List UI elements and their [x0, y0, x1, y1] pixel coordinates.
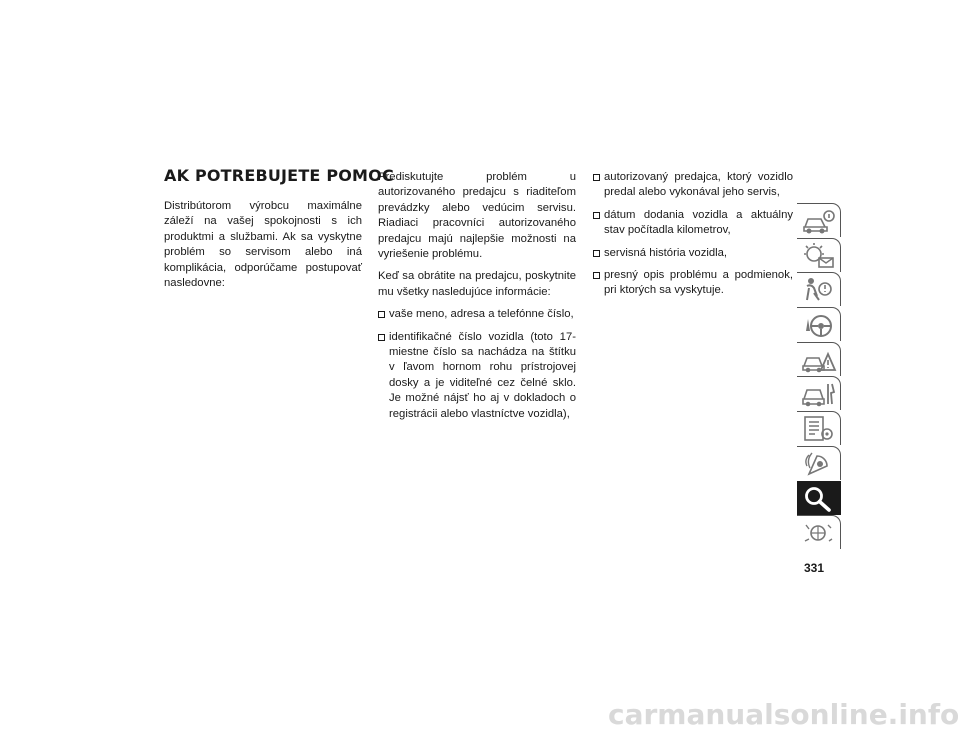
intro-paragraph: Distribútorom výrobcu maximálne záleží na vašej spokojnosti s ich produktmi a službami. Ak sa vyskytne problém so servisom alebo iná komplikácia, odporúčame postupovať nasledovne: — [164, 200, 362, 290]
page-number: 331 — [804, 561, 825, 575]
list-item: autorizovaný predajca, ktorý vozidlo predal alebo vykonával jeho servis, — [593, 170, 793, 201]
section-heading: AK POTREBUJETE POMOC — [164, 166, 394, 185]
column-2 — [378, 170, 576, 429]
tab-specifications[interactable] — [797, 411, 841, 445]
tab-breakdown[interactable] — [797, 342, 841, 376]
car-info-icon — [801, 207, 837, 235]
chapter-tabs — [797, 203, 841, 550]
square-bullet-icon — [378, 311, 385, 318]
warning-lights-icon — [801, 242, 837, 270]
info-list-continued — [593, 170, 793, 299]
languages-icon — [801, 519, 837, 547]
list-item: servisná história vozidla, — [593, 246, 793, 261]
list-item: vaše meno, adresa a telefónne číslo, — [378, 307, 576, 322]
list-item: identifikačné číslo vozidla (toto 17-miestne číslo sa nachádza na štítku v ľavom hornom rohu prístrojovej dosky a je viditeľné cez čelné sklo. Je možné nájsť ho aj v dokladoch o registrácii alebo vlastníctve vozidla), — [378, 330, 576, 422]
tab-airbag-safety[interactable] — [797, 272, 841, 306]
list-item: dátum dodania vozidla a aktuálny stav počítadla kilometrov, — [593, 208, 793, 239]
info-intro-paragraph: Keď sa obrátite na predajcu, poskytnite mu všetky nasledujúce informácie: — [378, 270, 576, 298]
breakdown-triangle-icon — [801, 346, 837, 374]
tab-search-index[interactable] — [797, 481, 841, 515]
car-service-tools-icon — [801, 380, 837, 408]
list-item: presný opis problému a podmienok, pri ktorých sa vyskytuje. — [593, 268, 793, 299]
discuss-paragraph: Prediskutujte problém u autorizovaného predajcu s riaditeľom prevádzky alebo vedúcim servisu. Riadiaci pracovníci autorizovaného predajcu majú najlepšie možnosti na vyriešenie problému. — [378, 171, 576, 261]
square-bullet-icon — [593, 250, 600, 257]
info-list — [378, 307, 576, 422]
column-3 — [593, 170, 793, 306]
multimedia-icon — [801, 450, 837, 478]
tab-multimedia[interactable] — [797, 446, 841, 480]
tab-steering-wheel[interactable] — [797, 307, 841, 341]
square-bullet-icon — [593, 212, 600, 219]
tab-languages[interactable] — [797, 515, 841, 549]
tab-car-info[interactable] — [797, 203, 841, 237]
tab-car-service[interactable] — [797, 376, 841, 410]
search-index-icon — [801, 485, 837, 513]
tab-warning-lights[interactable] — [797, 238, 841, 272]
square-bullet-icon — [593, 272, 600, 279]
steering-wheel-icon — [801, 311, 837, 339]
square-bullet-icon — [378, 334, 385, 341]
square-bullet-icon — [593, 174, 600, 181]
specifications-list-icon — [801, 415, 837, 443]
watermark: carmanualsonline.info — [608, 698, 960, 731]
airbag-safety-icon — [801, 276, 837, 304]
column-1 — [164, 199, 362, 298]
